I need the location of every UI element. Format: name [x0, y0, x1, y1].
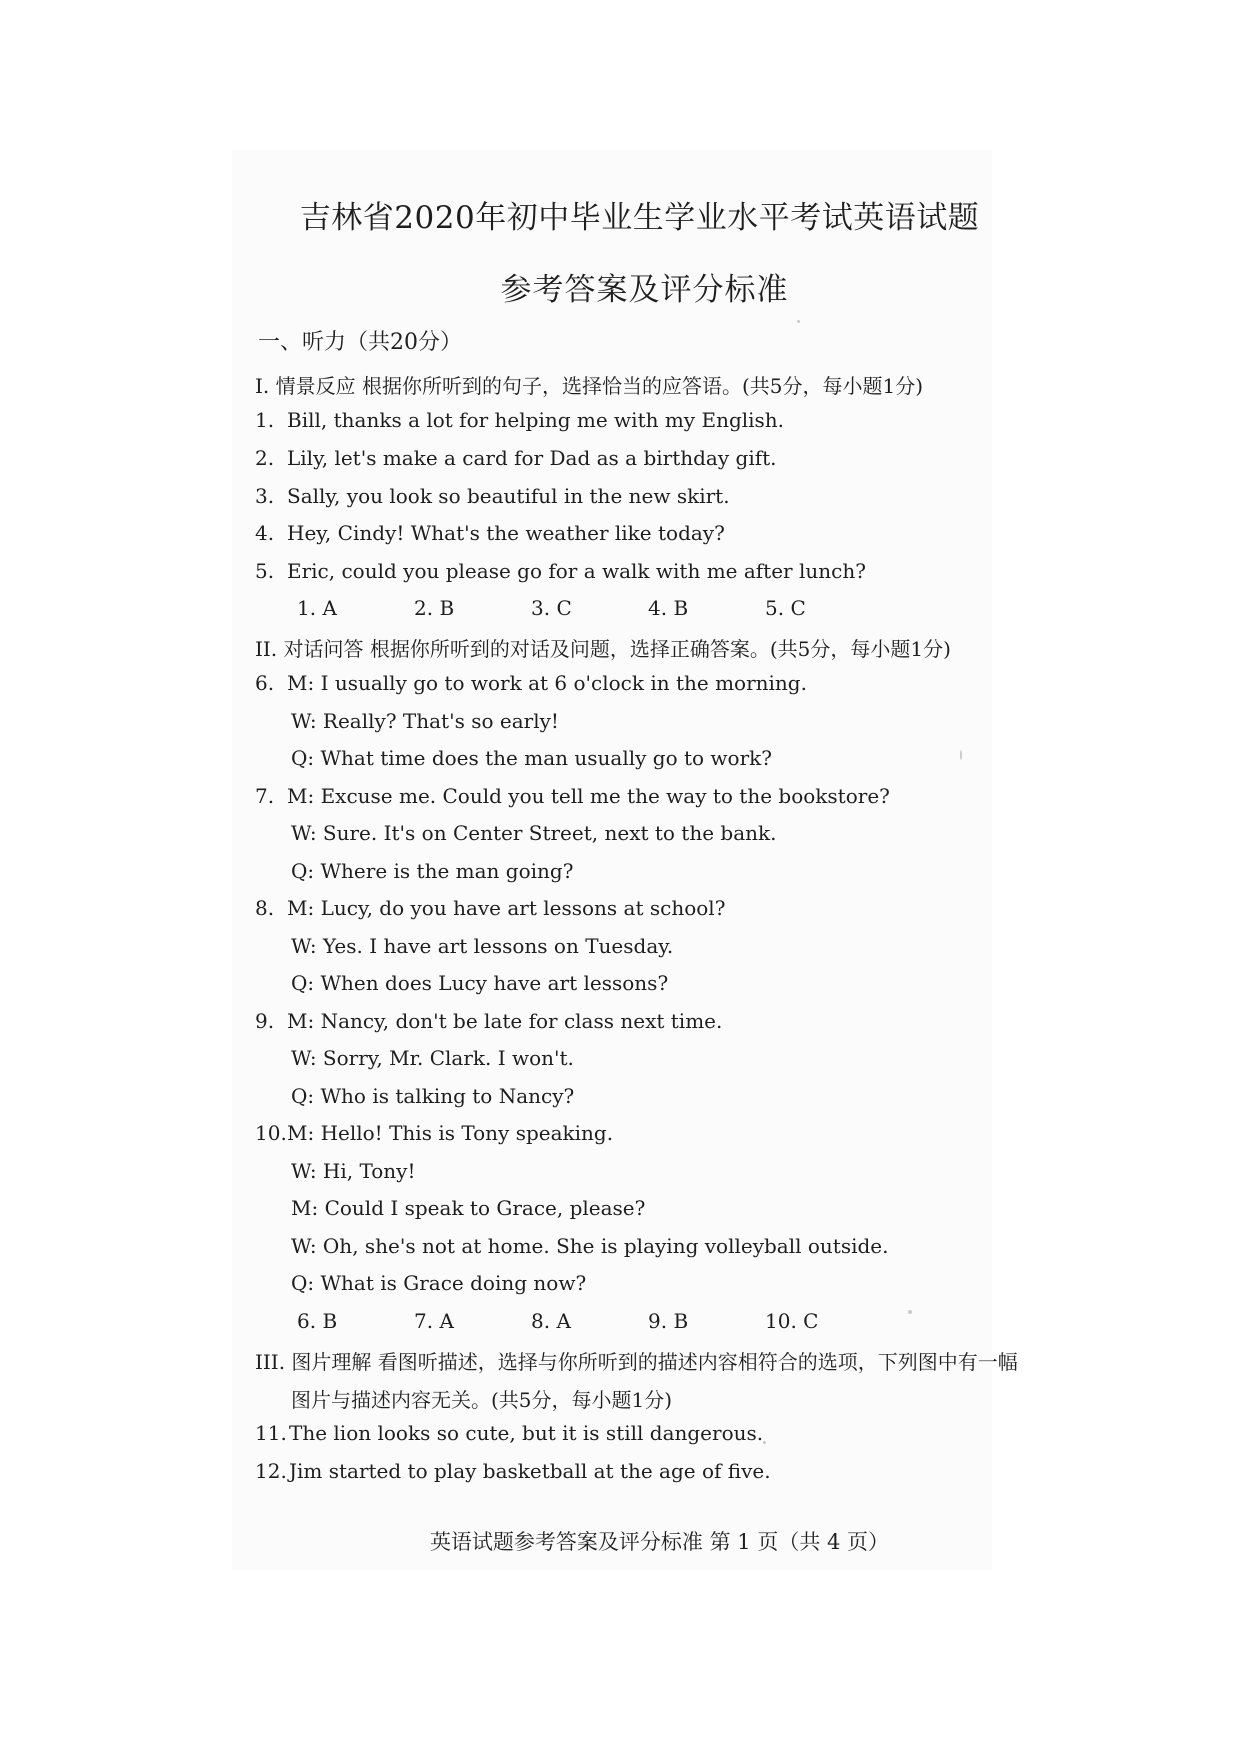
item-number: 11.: [255, 1421, 287, 1445]
answer: 5. C: [765, 596, 806, 620]
list-item: [255, 521, 725, 545]
item-number: 12.: [255, 1459, 287, 1483]
dialogue-item: [255, 784, 890, 808]
answer: 7. A: [414, 1309, 454, 1333]
dialogue-line: Q: What time does the man usually go to work?: [291, 746, 772, 770]
item-number: 10.: [255, 1121, 287, 1145]
scan-speckle: [908, 1310, 912, 1314]
dialogue-item: [255, 1009, 722, 1033]
item-number: 6.: [255, 671, 275, 695]
dialogue-line: Q: Where is the man going?: [291, 859, 574, 883]
item-number: 7.: [255, 784, 275, 808]
list-item: [255, 1459, 771, 1483]
item-number: 1.: [255, 408, 275, 432]
item-text: Lily, let's make a card for Dad as a birthday gift.: [287, 446, 777, 470]
dialogue-line: M: Nancy, don't be late for class next time.: [287, 1009, 723, 1033]
dialogue-line: M: Could I speak to Grace, please?: [291, 1196, 646, 1220]
scan-speckle: [960, 750, 962, 760]
answer: 2. B: [414, 596, 455, 620]
item-text: Hey, Cindy! What's the weather like today?: [287, 521, 725, 545]
item-number: 4.: [255, 521, 275, 545]
item-number: 9.: [255, 1009, 275, 1033]
answer: 1. A: [297, 596, 337, 620]
dialogue-item: [255, 896, 725, 920]
section-heading-listening: 一、听力（共20分）: [258, 330, 462, 355]
answer-row-part2: [297, 1309, 882, 1333]
part3-instruction-cont: 图片与描述内容无关。(共5分，每小题1分): [291, 1388, 673, 1412]
part2-instruction: II. 对话问答 根据你所听到的对话及问题，选择正确答案。(共5分，每小题1分): [255, 637, 951, 661]
item-text: Jim started to play basketball at the age of five.: [289, 1459, 771, 1483]
answer-row-part1: [297, 596, 882, 620]
dialogue-line: M: Excuse me. Could you tell me the way to the bookstore?: [287, 784, 890, 808]
dialogue-line: Q: When does Lucy have art lessons?: [291, 971, 669, 995]
dialogue-item: [255, 1121, 613, 1145]
item-text: Sally, you look so beautiful in the new skirt.: [287, 484, 730, 508]
dialogue-line: W: Really? That's so early!: [291, 709, 559, 733]
item-number: 5.: [255, 559, 275, 583]
item-text: The lion looks so cute, but it is still dangerous.: [289, 1421, 764, 1445]
item-number: 2.: [255, 446, 275, 470]
page-footer: 英语试题参考答案及评分标准 第 1 页（共 4 页）: [429, 1530, 890, 1554]
answer: 10. C: [765, 1309, 819, 1333]
dialogue-line: W: Sure. It's on Center Street, next to the bank.: [291, 821, 777, 845]
dialogue-line: Q: Who is talking to Nancy?: [291, 1084, 575, 1108]
list-item: [255, 1421, 763, 1445]
answer: 3. C: [531, 596, 572, 620]
list-item: [255, 408, 784, 432]
dialogue-line: M: Lucy, do you have art lessons at school?: [287, 896, 726, 920]
dialogue-line: M: Hello! This is Tony speaking.: [287, 1121, 614, 1145]
answer: 6. B: [297, 1309, 338, 1333]
part3-instruction: III. 图片理解 看图听描述，选择与你所听到的描述内容相符合的选项，下列图中有一幅: [255, 1350, 1018, 1374]
dialogue-line: W: Yes. I have art lessons on Tuesday.: [291, 934, 674, 958]
dialogue-line: W: Hi, Tony!: [291, 1159, 416, 1183]
item-text: Eric, could you please go for a walk with me after lunch?: [287, 559, 866, 583]
list-item: [255, 484, 730, 508]
item-number: 3.: [255, 484, 275, 508]
dialogue-line: W: Oh, she's not at home. She is playing volleyball outside.: [291, 1234, 889, 1258]
dialogue-line: Q: What is Grace doing now?: [291, 1271, 587, 1295]
dialogue-item: [255, 671, 807, 695]
page-title: 吉林省2020年初中毕业生学业水平考试英语试题: [299, 200, 980, 236]
dialogue-line: M: I usually go to work at 6 o'clock in the morning.: [287, 671, 807, 695]
dialogue-line: W: Sorry, Mr. Clark. I won't.: [291, 1046, 574, 1070]
scan-speckle: [763, 1441, 766, 1444]
answer: 9. B: [648, 1309, 689, 1333]
scan-speckle: [797, 320, 800, 323]
list-item: [255, 559, 866, 583]
page-subtitle: 参考答案及评分标准: [500, 272, 789, 308]
part1-instruction: I. 情景反应 根据你所听到的句子，选择恰当的应答语。(共5分，每小题1分): [255, 374, 924, 398]
answer: 8. A: [531, 1309, 571, 1333]
item-number: 8.: [255, 896, 275, 920]
list-item: [255, 446, 777, 470]
answer: 4. B: [648, 596, 689, 620]
item-text: Bill, thanks a lot for helping me with my English.: [287, 408, 785, 432]
